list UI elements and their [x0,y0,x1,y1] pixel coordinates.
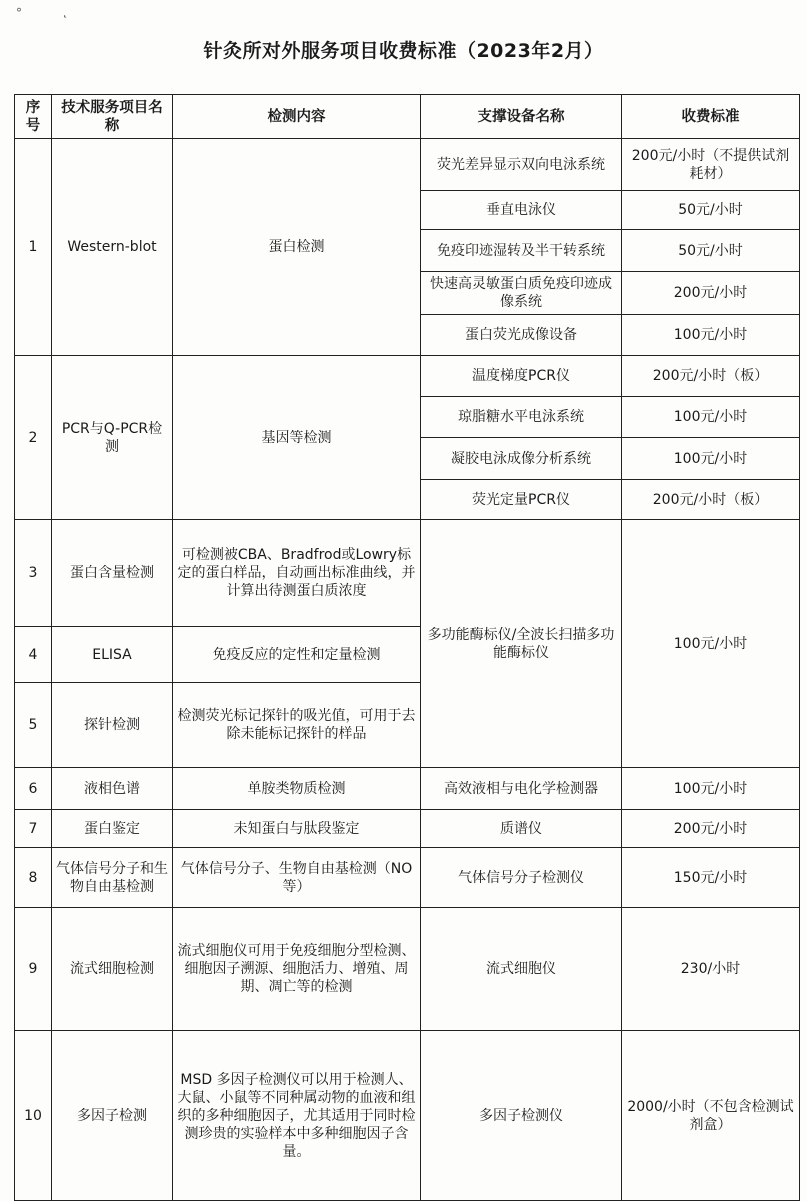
equipment-name: 多功能酶标仪/全波长扫描多功能酶标仪 [421,520,622,768]
fee-cell: 200元/小时 [622,272,800,315]
row-item: 液相色谱 [52,768,173,810]
table-row [15,139,800,191]
equipment-name: 免疫印迹湿转及半干转系统 [421,230,622,272]
row-content: 单胺类物质检测 [173,768,421,810]
fee-cell: 50元/小时 [622,230,800,272]
equipment-name: 流式细胞仪 [421,908,622,1031]
row-no: 1 [15,139,52,356]
table-row [15,1031,800,1201]
fee-cell: 100元/小时 [622,520,800,768]
fee-cell: 230/小时 [622,908,800,1031]
equipment-name: 温度梯度PCR仪 [421,356,622,397]
row-item: Western-blot [52,139,173,356]
row-no: 9 [15,908,52,1031]
equipment-name: 快速高灵敏蛋白质免疫印迹成像系统 [421,272,622,315]
row-content: 检测荧光标记探针的吸光值，可用于去除未能标记探针的样品 [173,683,421,768]
row-no: 2 [15,356,52,520]
row-item: PCR与Q-PCR检测 [52,356,173,520]
fee-cell: 150元/小时 [622,848,800,908]
equipment-name: 荧光定量PCR仪 [421,480,622,520]
fee-cell: 100元/小时 [622,397,800,438]
row-content: 可检测被CBA、Bradfrod或Lowry标定的蛋白样品，自动画出标准曲线，并计算出待测蛋白质浓度 [173,520,421,627]
row-no: 7 [15,810,52,848]
equipment-name: 质谱仪 [421,810,622,848]
row-content: MSD 多因子检测仪可以用于检测人、大鼠、小鼠等不同种属动物的血液和组织的多种细胞因子，尤其适用于同时检测珍贵的实验样本中多种细胞因子含量。 [173,1031,421,1201]
equipment-name: 多因子检测仪 [421,1031,622,1201]
equipment-name: 荧光差异显示双向电泳系统 [421,139,622,191]
page-title: 针灸所对外服务项目收费标准（2023年2月） [203,40,604,62]
table-row [15,908,800,1031]
fee-cell: 200元/小时（板） [622,356,800,397]
fee-cell: 2000/小时（不包含检测试剂盒） [622,1031,800,1201]
row-item: 气体信号分子和生物自由基检测 [52,848,173,908]
fee-cell: 200元/小时（板） [622,480,800,520]
header-no: 序号 [15,95,52,139]
header-content: 检测内容 [173,95,421,139]
row-content: 气体信号分子、生物自由基检测（NO等） [173,848,421,908]
row-no: 3 [15,520,52,627]
table-header-row [15,95,800,139]
fee-cell: 100元/小时 [622,315,800,356]
fee-table [14,94,800,1201]
row-no: 6 [15,768,52,810]
table-row [15,520,800,627]
scan-speck: ° [16,6,22,20]
fee-cell: 100元/小时 [622,438,800,480]
fee-cell: 200元/小时（不提供试剂耗材） [622,139,800,191]
equipment-name: 垂直电泳仪 [421,191,622,230]
table-row [15,356,800,397]
row-item: 蛋白含量检测 [52,520,173,627]
table-row [15,810,800,848]
equipment-name: 高效液相与电化学检测器 [421,768,622,810]
row-item: 流式细胞检测 [52,908,173,1031]
row-item: 探针检测 [52,683,173,768]
scan-speck: ˛ [62,4,68,18]
row-no: 4 [15,627,52,683]
row-item: ELISA [52,627,173,683]
row-item: 蛋白鉴定 [52,810,173,848]
fee-cell: 50元/小时 [622,191,800,230]
row-content: 未知蛋白与肽段鉴定 [173,810,421,848]
header-equipment: 支撑设备名称 [421,95,622,139]
equipment-name: 凝胶电泳成像分析系统 [421,438,622,480]
equipment-name: 琼脂糖水平电泳系统 [421,397,622,438]
equipment-name: 蛋白荧光成像设备 [421,315,622,356]
row-no: 5 [15,683,52,768]
row-no: 10 [15,1031,52,1201]
row-item: 多因子检测 [52,1031,173,1201]
row-content: 流式细胞仪可用于免疫细胞分型检测、细胞因子溯源、细胞活力、增殖、周期、凋亡等的检测 [173,908,421,1031]
fee-cell: 200元/小时 [622,810,800,848]
row-content: 免疫反应的定性和定量检测 [173,627,421,683]
row-no: 8 [15,848,52,908]
fee-cell: 100元/小时 [622,768,800,810]
table-row [15,848,800,908]
header-fee: 收费标准 [622,95,800,139]
equipment-name: 气体信号分子检测仪 [421,848,622,908]
row-content: 蛋白检测 [173,139,421,356]
table-row [15,768,800,810]
row-content: 基因等检测 [173,356,421,520]
header-item: 技术服务项目名称 [52,95,173,139]
